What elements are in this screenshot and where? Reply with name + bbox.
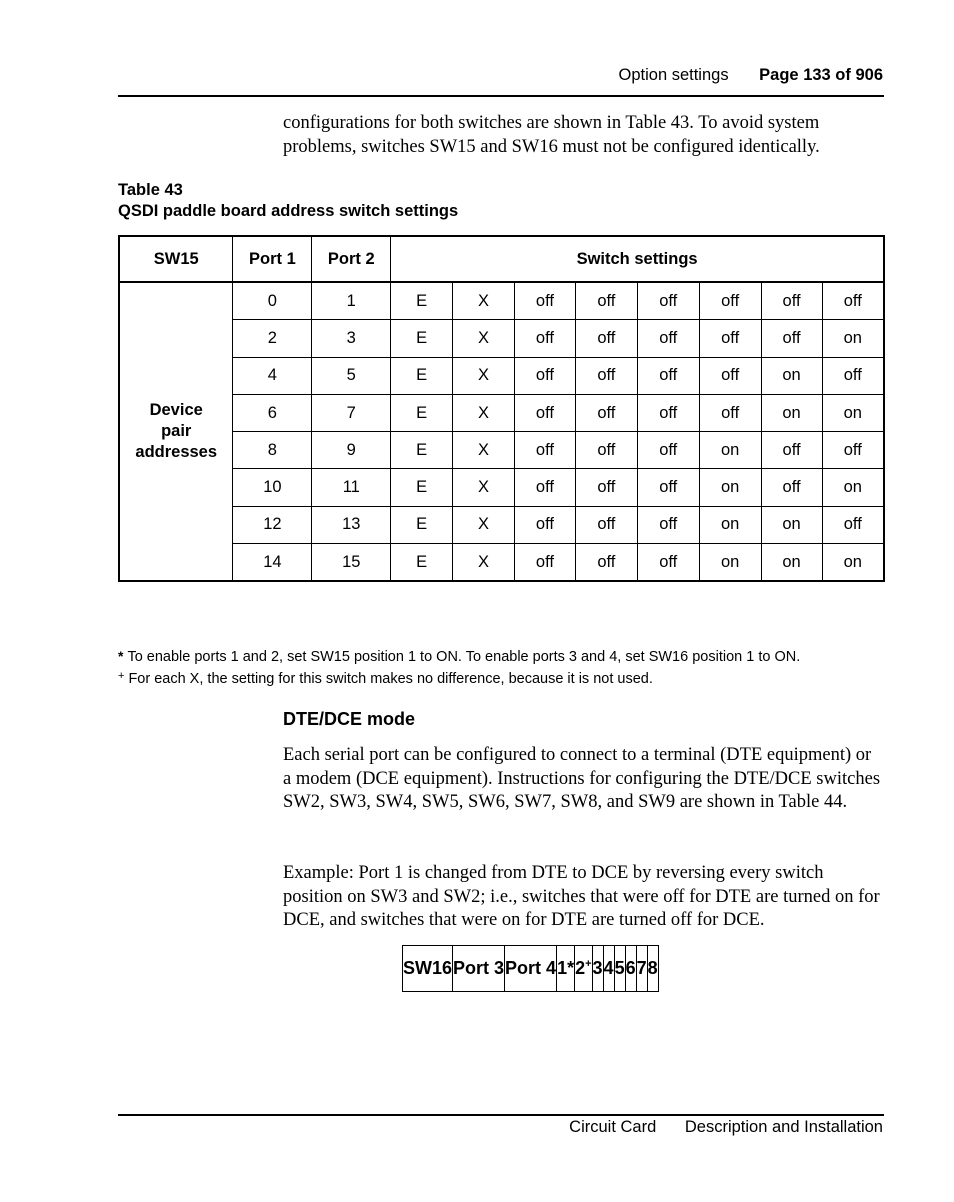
intro-paragraph: configurations for both switches are shown in Table 43. To avoid system problems, switches SW15 and SW16 must not be configured identically.	[283, 113, 820, 157]
table-cell: 14	[233, 544, 312, 582]
table-cell: 15	[312, 544, 391, 582]
table-cell: off	[575, 357, 637, 394]
header-position-5: 5	[614, 946, 625, 992]
table-cell: off	[637, 357, 699, 394]
table-cell: off	[761, 469, 822, 506]
table-cell: off	[514, 469, 575, 506]
table-cell: off	[514, 357, 575, 394]
table-cell: off	[637, 544, 699, 582]
table-cell: off	[637, 432, 699, 469]
table-row	[119, 320, 884, 357]
table-cell: on	[761, 506, 822, 543]
header-position-2-label: 2	[575, 958, 586, 978]
table-cell: X	[453, 506, 515, 543]
table-cell: X	[453, 544, 515, 582]
table-cell: 12	[233, 506, 312, 543]
row-label-line: addresses	[135, 443, 218, 462]
section-heading: DTE/DCE mode	[283, 709, 416, 729]
table-cell: 0	[233, 283, 312, 320]
table-cell: off	[637, 283, 699, 320]
header-switch-settings: Switch settings	[391, 236, 884, 282]
table-cell: off	[761, 432, 822, 469]
table-cell: off	[514, 506, 575, 543]
device-pair-addresses-label	[119, 283, 233, 582]
table-cell: off	[761, 283, 822, 320]
table-cell: off	[514, 544, 575, 582]
table-cell: on	[761, 394, 822, 431]
table-cell: off	[514, 283, 575, 320]
table-cell: off	[637, 320, 699, 357]
header-sw15: SW15	[119, 236, 233, 282]
table-cell: off	[575, 432, 637, 469]
table-cell: 1	[312, 283, 391, 320]
table-row	[119, 432, 884, 469]
header-port-3: Port 3	[453, 946, 505, 992]
table-cell: 6	[233, 394, 312, 431]
table-caption	[118, 180, 458, 222]
page-header	[619, 66, 883, 85]
table-cell: X	[453, 432, 515, 469]
table-cell: E	[391, 506, 453, 543]
header-position-1: 1*	[557, 946, 575, 992]
header-position-8: 8	[647, 946, 658, 992]
table-cell: on	[761, 544, 822, 582]
table-cell: on	[699, 506, 761, 543]
table-cell: off	[575, 320, 637, 357]
header-page-number: Page 133 of 906	[759, 66, 883, 84]
table-cell: off	[761, 320, 822, 357]
table-row	[119, 544, 884, 582]
table-cell: off	[822, 432, 884, 469]
table-cell: off	[637, 469, 699, 506]
table-cell: on	[822, 394, 884, 431]
table-row	[119, 469, 884, 506]
table-header-row-1	[119, 236, 884, 282]
table-cell: on	[822, 544, 884, 582]
table-cell: off	[575, 544, 637, 582]
table-cell: X	[453, 469, 515, 506]
header-port-4: Port 4	[505, 946, 557, 992]
table-cell: on	[822, 320, 884, 357]
table-cell: off	[637, 506, 699, 543]
footer-rule	[118, 1114, 884, 1116]
table-row	[119, 394, 884, 431]
header-sw16: SW16	[403, 946, 453, 992]
table-cell: X	[453, 320, 515, 357]
star-marker: *	[118, 648, 124, 664]
plus-marker: +	[118, 670, 125, 682]
footer-book-title: Description and Installation	[684, 1118, 883, 1136]
body-paragraph-1: Each serial port can be configured to connect to a terminal (DTE equipment) or a modem (DCE equipment). Instructions for configuring the DTE/DCE switches SW2, SW3, SW4, SW5, SW6, SW7, SW8, and SW9 are shown in Table 44.	[283, 745, 881, 812]
table-cell: off	[514, 320, 575, 357]
table-cell: 8	[233, 432, 312, 469]
table-cell: 10	[233, 469, 312, 506]
table-cell: 5	[312, 357, 391, 394]
table-cell: off	[514, 432, 575, 469]
table-row	[119, 506, 884, 543]
table-cell: off	[514, 394, 575, 431]
table-cell: E	[391, 544, 453, 582]
table-cell: 13	[312, 506, 391, 543]
row-label-line: pair	[161, 422, 192, 441]
table-row	[119, 357, 884, 394]
header-position-3: 3	[592, 946, 603, 992]
table-cell: off	[822, 506, 884, 543]
header-port-2: Port 2	[312, 236, 391, 282]
table-number: Table 43	[118, 181, 183, 199]
plus-footnote-marker: +	[585, 958, 592, 970]
table-cell: on	[822, 469, 884, 506]
row-label-line: Device	[149, 401, 203, 420]
table-cell: off	[637, 394, 699, 431]
table-cell: on	[699, 432, 761, 469]
table-cell: off	[575, 506, 637, 543]
table-cell: off	[699, 320, 761, 357]
table-cell: on	[699, 544, 761, 582]
table-cell: off	[822, 357, 884, 394]
table-cell: 4	[233, 357, 312, 394]
footnote-plus-text: For each X, the setting for this switch makes no difference, because it is not used.	[128, 671, 653, 687]
table-cell: 3	[312, 320, 391, 357]
table-title: QSDI paddle board address switch settings	[118, 202, 459, 220]
header-position-6: 6	[625, 946, 636, 992]
header-position-4: 4	[603, 946, 614, 992]
table-cell: E	[391, 283, 453, 320]
table-cell: X	[453, 357, 515, 394]
table-cell: off	[699, 394, 761, 431]
table-cell: 11	[312, 469, 391, 506]
table-header-row-2	[402, 945, 659, 992]
table-cell: off	[575, 394, 637, 431]
table-cell: off	[575, 469, 637, 506]
page-footer	[569, 1118, 883, 1137]
table-row	[119, 283, 884, 320]
table-cell: E	[391, 394, 453, 431]
header-rule	[118, 95, 884, 97]
table-cell: E	[391, 469, 453, 506]
table-cell: 2	[233, 320, 312, 357]
header-position-7: 7	[636, 946, 647, 992]
footnote-plus	[118, 667, 800, 689]
header-section-title: Option settings	[618, 66, 729, 84]
table-cell: on	[761, 357, 822, 394]
table-cell: off	[699, 357, 761, 394]
table-cell: 9	[312, 432, 391, 469]
footnote-star	[118, 647, 800, 667]
table-cell: X	[453, 283, 515, 320]
table-cell: off	[575, 283, 637, 320]
footer-book-name: Circuit Card	[569, 1118, 657, 1136]
table-cell: off	[822, 283, 884, 320]
table-cell: E	[391, 432, 453, 469]
header-position-2	[575, 946, 592, 992]
table-cell: E	[391, 357, 453, 394]
table-cell: off	[699, 283, 761, 320]
table-cell: E	[391, 320, 453, 357]
table-footnotes	[118, 647, 800, 689]
table-cell: 7	[312, 394, 391, 431]
table-cell: X	[453, 394, 515, 431]
body-paragraph-2: Example: Port 1 is changed from DTE to DCE by reversing every switch position on SW3 and SW2; i.e., switches that were off for DTE are turned on for DCE, and switches that were on for DTE are turned off for DCE.	[283, 863, 880, 930]
table-cell: on	[699, 469, 761, 506]
footnote-star-text: To enable ports 1 and 2, set SW15 position 1 to ON. To enable ports 3 and 4, set SW16 position 1 to ON.	[127, 649, 801, 665]
header-port-1: Port 1	[233, 236, 312, 282]
